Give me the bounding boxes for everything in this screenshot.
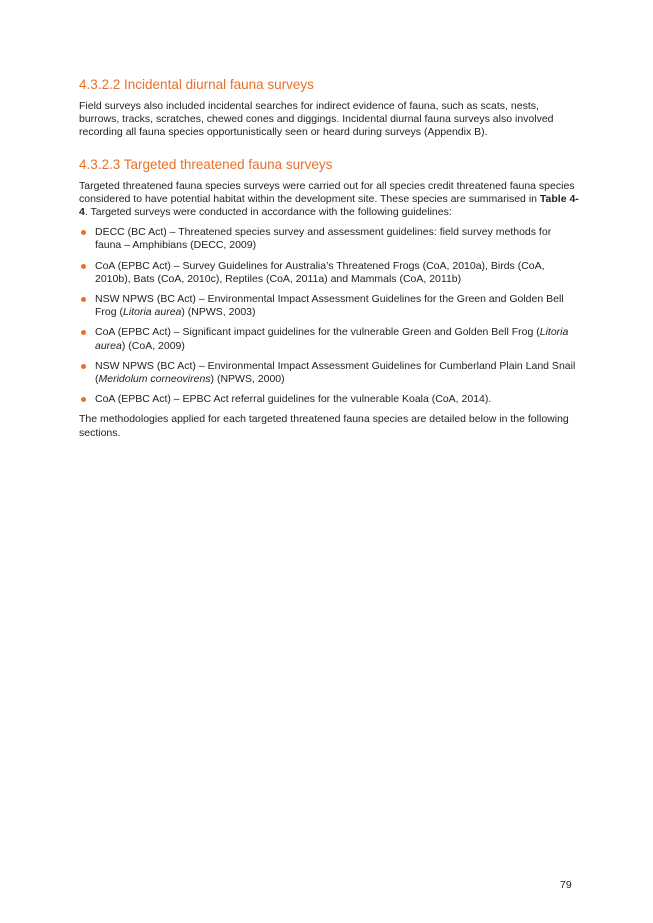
guideline-item: [79, 260, 579, 286]
bullet-icon: [81, 330, 86, 335]
guideline-item: [79, 293, 579, 319]
guideline-text: CoA (EPBC Act) – Survey Guidelines for Australia’s Threatened Frogs (CoA, 2010a), Birds (CoA, 2010b), Bats (CoA, 2010c), Reptiles (CoA, 2011a) and Mammals (CoA, 2011b): [95, 259, 545, 285]
intro-text-after: . Targeted surveys were conducted in accordance with the following guidelines:: [84, 206, 452, 219]
species-name: Litoria aurea: [123, 306, 182, 319]
page-number: 79: [560, 879, 572, 891]
diurnal-fauna-paragraph: Field surveys also included incidental searches for indirect evidence of fauna, such as scats, nests, burrows, tracks, scratches, chewed cones and diggings. Incidental diurnal fauna surveys also involved recording all fauna species opportunistically seen or heard during surveys (Appendix B).: [79, 100, 554, 139]
bullet-icon: [81, 264, 86, 269]
section-heading-diurnal-fauna: 4.3.2.2 Incidental diurnal fauna surveys: [79, 77, 314, 92]
section-heading-targeted-fauna: 4.3.2.3 Targeted threatened fauna surveys: [79, 156, 333, 172]
guideline-text: DECC (BC Act) – Threatened species survey and assessment guidelines: field survey methods for fauna – Amphibians (DECC, 2009): [95, 226, 552, 252]
targeted-fauna-intro: [79, 180, 579, 220]
guideline-text-end: ) (NPWS, 2003): [181, 306, 256, 319]
guideline-item: [79, 360, 579, 386]
guideline-text: CoA (EPBC Act) – EPBC Act referral guidelines for the vulnerable Koala (CoA, 2014).: [95, 393, 492, 406]
guideline-item: [79, 226, 579, 252]
intro-text-before: Targeted threatened fauna species surveys were carried out for all species credit threatened fauna species considered to have potential habitat within the development site. These species are summarised in: [79, 179, 575, 205]
guidelines-list: [79, 226, 579, 406]
guideline-text: NSW NPWS (BC Act) – Environmental Impact Assessment Guidelines for Cumberland Plain Land Snail (: [95, 359, 576, 386]
species-name: Litoria aurea: [95, 326, 569, 352]
guideline-text: CoA (EPBC Act) – Significant impact guidelines for the vulnerable Green and Golden Bell Frog (: [95, 326, 540, 339]
bullet-icon: [81, 297, 86, 302]
guideline-text: NSW NPWS (BC Act) – Environmental Impact Assessment Guidelines for the Green and Golden Bell Frog (: [95, 293, 564, 319]
table-reference: Table 4-4: [79, 192, 579, 219]
guideline-item: [79, 326, 579, 352]
guideline-text-end: ) (CoA, 2009): [121, 339, 185, 352]
bullet-icon: [81, 397, 86, 402]
bullet-icon: [81, 364, 86, 369]
methodologies-paragraph: The methodologies applied for each targeted threatened fauna species are detailed below in the following sections.: [79, 413, 569, 439]
guideline-item: [79, 393, 579, 406]
bullet-icon: [81, 230, 86, 235]
species-name: Meridolum corneovirens: [98, 373, 211, 386]
guideline-text-end: ) (NPWS, 2000): [210, 373, 285, 386]
document-page: [79, 76, 579, 440]
